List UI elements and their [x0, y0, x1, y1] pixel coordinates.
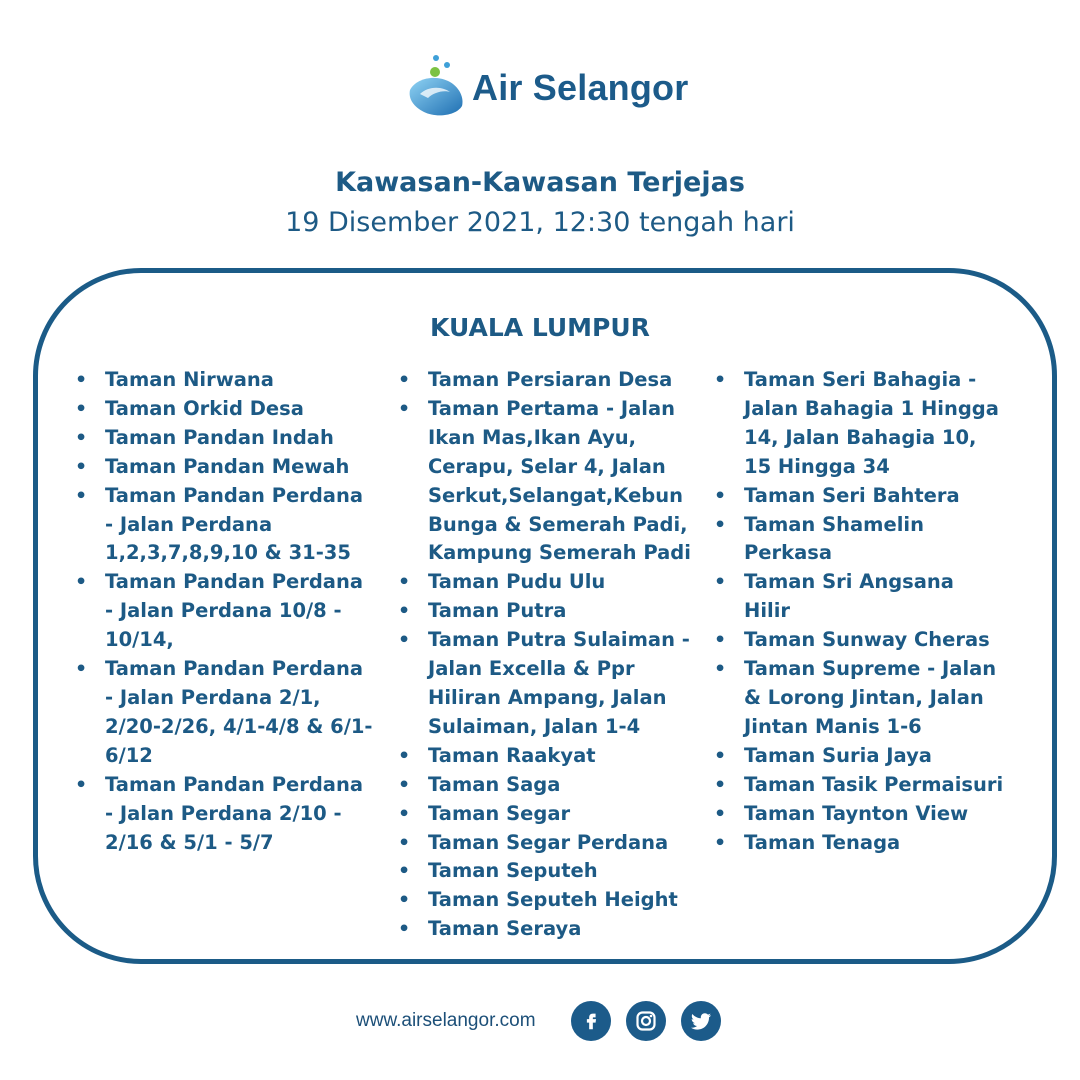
list-item: • Taman Segar Perdana: [398, 829, 698, 858]
list-item: • Taman Putra Sulaiman - Jalan Excella & Ppr Hiliran Ampang, Jalan Sulaiman, Jalan 1-4: [398, 626, 698, 742]
list-item: • Taman Pertama - Jalan Ikan Mas,Ikan Ayu, Cerapu, Selar 4, Jalan Serkut,Selangat,Kebun Bunga & Semerah Padi, Kampung Semerah Padi: [398, 395, 698, 568]
water-drop-logo-icon: [406, 52, 466, 118]
list-item: • Taman Tasik Permaisuri: [714, 771, 1004, 800]
area-list-column-2: [398, 366, 698, 944]
list-item: • Taman Pandan Indah: [75, 424, 375, 453]
date-time: 19 Disember 2021, 12:30 tengah hari: [285, 207, 795, 238]
list-item: • Taman Sri Angsana Hilir: [714, 568, 1004, 626]
twitter-icon[interactable]: [681, 1001, 721, 1041]
list-item: • Taman Tenaga: [714, 829, 1004, 858]
list-item: • Taman Taynton View: [714, 800, 1004, 829]
area-list-column-1: [75, 366, 375, 857]
list-item: • Taman Saga: [398, 771, 698, 800]
list-item: • Taman Seri Bahagia - Jalan Bahagia 1 Hingga 14, Jalan Bahagia 10, 15 Hingga 34: [714, 366, 1004, 482]
list-item: • Taman Nirwana: [75, 366, 375, 395]
area-list-column-3: [714, 366, 1004, 857]
list-item: • Taman Pandan Perdana - Jalan Perdana 10/8 - 10/14,: [75, 568, 375, 655]
footer: [0, 999, 1080, 1043]
list-item: • Taman Segar: [398, 800, 698, 829]
facebook-icon[interactable]: [571, 1001, 611, 1041]
list-item: • Taman Putra: [398, 597, 698, 626]
instagram-icon[interactable]: [626, 1001, 666, 1041]
brand-name: Air Selangor: [472, 67, 689, 108]
page-title: Kawasan-Kawasan Terjejas: [335, 167, 745, 198]
list-item: • Taman Supreme - Jalan & Lorong Jintan, Jalan Jintan Manis 1-6: [714, 655, 1004, 742]
list-item: • Taman Pandan Mewah: [75, 453, 375, 482]
website-link[interactable]: www.airselangor.com: [356, 1010, 536, 1031]
brand-logo: [406, 52, 688, 118]
list-item: • Taman Pudu Ulu: [398, 568, 698, 597]
list-item: • Taman Pandan Perdana - Jalan Perdana 1,2,3,7,8,9,10 & 31-35: [75, 482, 375, 569]
list-item: • Taman Seputeh: [398, 857, 698, 886]
list-item: • Taman Shamelin Perkasa: [714, 511, 1004, 569]
list-item: • Taman Raakyat: [398, 742, 698, 771]
list-item: • Taman Orkid Desa: [75, 395, 375, 424]
list-item: • Taman Pandan Perdana - Jalan Perdana 2/1, 2/20-2/26, 4/1-4/8 & 6/1-6/12: [75, 655, 375, 771]
list-item: • Taman Suria Jaya: [714, 742, 1004, 771]
region-heading: KUALA LUMPUR: [430, 313, 650, 342]
list-item: • Taman Seraya: [398, 915, 698, 944]
list-item: • Taman Pandan Perdana - Jalan Perdana 2/10 - 2/16 & 5/1 - 5/7: [75, 771, 375, 858]
list-item: • Taman Persiaran Desa: [398, 366, 698, 395]
list-item: • Taman Sunway Cheras: [714, 626, 1004, 655]
list-item: • Taman Seputeh Height: [398, 886, 698, 915]
list-item: • Taman Seri Bahtera: [714, 482, 1004, 511]
